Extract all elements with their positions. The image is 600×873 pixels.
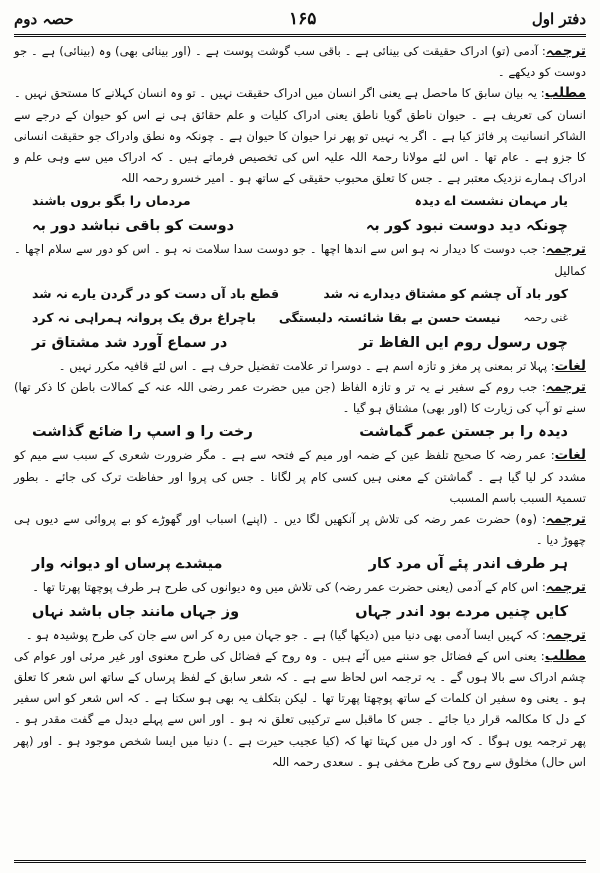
paragraph-label: ترجمہ (545, 579, 586, 596)
verse-first-hemistich: نیست حسن بے بقا شائستہ دلبستگی (278, 309, 501, 325)
paragraph (14, 509, 586, 551)
verse-first-hemistich: یار مہمان نشست اے دیدہ (414, 193, 568, 209)
paragraph (14, 646, 586, 773)
paragraph-text: : جب دوست کا دیدار نہ ہو اس سے اندھا اچھا ۔ جو دوست سدا سلامت نہ ہو ۔ اس کو دور سے سلام اچھا ۔ کمالیل (14, 242, 586, 278)
paragraph-text: : عمر رضہ کا صحیح تلفظ عین کے ضمہ اور میم کے فتحہ سے ہے ۔ مگر ضرورت شعری کے سبب سے میم کو مشدد کر لیا گیا ہے ۔ گماشتن کے معنی ہیں کسی کام پر لگانا ۔ جس کی پروا اور حفاظت ترک کی جائے ۔ بطور تسمیۃ السبب باسم المسبب (14, 448, 586, 505)
verse-first-hemistich: چونکہ دید دوست نبود کور بہ (365, 218, 568, 235)
verse-second-hemistich: در سماع آورد شد مشتاق تر (32, 334, 228, 351)
paragraph (14, 239, 586, 281)
header-left-title: حصہ دوم (14, 10, 74, 28)
paragraph (14, 625, 586, 646)
verse-first-hemistich: دیدہ را بر جستن عمر گماشت (359, 424, 568, 441)
verse-couplet (14, 599, 586, 625)
verse-second-hemistich: دوست کو باقی نباشد دور بہ (32, 218, 235, 235)
verse-couplet (14, 551, 586, 577)
paragraph-text: : اس کام کے آدمی (یعنی حضرت عمر رضہ) کی تلاش میں وہ دیوانوں کی طرح ہر طرف پوچھتا پھرتا تھا ۔ (32, 580, 546, 595)
paragraph-label: مطلب (544, 85, 586, 102)
verse-couplet (14, 282, 586, 306)
paragraph-label: ترجمہ (545, 626, 586, 643)
verse-couplet (14, 330, 586, 356)
verse-second-hemistich: وز جہاں مانند جاں باشد نہاں (32, 603, 240, 620)
paragraph-label: ترجمہ (545, 379, 586, 396)
verse-prefix: غنی رحمہ (523, 311, 568, 324)
verse-second-hemistich: باچراغ برق یک پروانہ ہمراہی نہ کرد (32, 309, 256, 325)
verse-second-hemistich: میشدے پرساں او دیوانہ وار (32, 556, 223, 573)
paragraph (14, 41, 586, 83)
paragraph-text: : پہلا تر بمعنی پر مغز و تازہ اسم ہے ۔ دوسرا تر علامت تفضیل حرف ہے ۔ اس لئے قافیہ مکرر نہیں ۔ (58, 358, 555, 373)
paragraph-text: : یعنی اس کے فضائل جو سننے میں آئے ہیں ۔ وہ روح کے فضائل کی طرح معنوی اور غیر مرئی اور عوام کی چشم ادراک سے بالا ہوں گے ۔ یہ ترجمہ اس لحاظ سے ہے ۔ کہ شعر سابق کے لفظ پرساں کے ساتھ اس شعر کا تعلق ہو ۔ یعنی وہ سفیر ان کلمات کے ساتھ پوچھتا پھرتا تھا ۔ لیکن بتکلف یہ بھی ہو سکتا ہے ۔ کہ اس شعر کو اس سفیر کے دل کا مکالمہ قرار دیا جائے ۔ جس کا ماقبل سے ترکیبی تعلق نہ ہو ۔ اور اس سے پہلے دیدل مے گفت مقدر ہو ۔ پھر ترجمہ یوں ہوگا ۔ کہ اور دل میں کہتا تھا کہ (کیا عجیب حیرت ہے ۔) دنیا میں ایسا شخص موجود ہو ۔ اور (پھر اس حال) مخلوق سے روح کی طرح مخفی ہو ۔ سعدی رحمہ اللہ (14, 648, 586, 769)
paragraph (14, 577, 586, 598)
verse-first-hemistich: چوں رسول روم ایں الفاظ تر (359, 334, 568, 351)
paragraph-label: مطلب (544, 647, 586, 664)
paragraph-label: لغات (554, 357, 586, 374)
paragraph (14, 83, 586, 189)
paragraph-text: : یہ بیان سابق کا ماحصل ہے یعنی اگر انسان میں ادراک حقیقت نہیں ۔ تو وہ انسان کہلانے کا مستحق نہیں ۔ انسان کی تعریف ہے ۔ حیوان ناطق گویا ناطق یعنی ادراک کلیات و علم حقائق ہی نے اس کو حیوان کے درجے سے الشاکر انسانیت پر فائز کیا ہے ۔ اگر یہ نہیں تو پھر نرا حیوان کا حیوان ہے ۔ چونکہ وہ نطق وادراک جو حقیقت انسانی کا جزو ہے ۔ عام تھا ۔ اس لئے مولانا رحمۃ اللہ علیہ اس کی تخصیص فرماتے ہیں ۔ کہ ادراک میں سے وہی علم و ادراک ہمارے نزدیک معتبر ہے ۔ جس کا تعلق محبوب حقیقی کے ساتھ ہو ۔ امیر خسرو رحمہ اللہ (14, 86, 586, 186)
paragraph (14, 377, 586, 419)
paragraph-label: ترجمہ (545, 43, 586, 59)
footer-rule (14, 860, 586, 863)
verse-first-hemistich: کور باد آں چشم کو مشتاق دیدارے نہ شد (323, 285, 568, 301)
paragraph-label: ترجمہ (545, 241, 586, 258)
header-rule (14, 34, 586, 37)
paragraph-label: ترجمہ (545, 511, 586, 528)
page-number: ۱۶۵ (288, 9, 317, 29)
page-body (14, 41, 586, 773)
paragraph-label: لغات (554, 447, 586, 464)
verse-second-hemistich: رخت را و اسپ را ضائع گذاشت (32, 424, 253, 441)
paragraph (14, 356, 586, 377)
verse-second-hemistich: قطع باد آں دست کو در گردن یارے نہ شد (32, 285, 280, 301)
verse-first-hemistich: کایں چنیں مردے بود اندر جہاں (355, 603, 568, 620)
paragraph-text: : جب روم کے سفیر نے یہ تر و تازہ الفاظ (جن میں حضرت عمر رضی اللہ عنہ کے کمالات باطن کا ذکر تھا) سنے تو آپ کی زیارت کا (اور بھی) مشتاق ہو گیا ۔ (14, 380, 586, 416)
verse-first-hemistich: ہر طرف اندر پئے آں مرد کار (368, 556, 568, 573)
paragraph-text: : آدمی (تو) ادراک حقیقت کی بینائی ہے ۔ باقی سب گوشت پوست ہے ۔ (اور بینائی بھی) وہ (بینائی) ہے ۔ جو دوست کو دیکھے ۔ (14, 44, 586, 80)
verse-couplet (14, 306, 586, 330)
paragraph (14, 445, 586, 509)
header-right-title: دفتر اول (531, 10, 586, 28)
paragraph-text: : کہ کہیں ایسا آدمی بھی دنیا میں (دیکھا گیا) ہے ۔ جو جہان میں رہ کر اس سے جان کی طرح پوشیدہ ہو ۔ (25, 627, 546, 642)
verse-couplet (14, 189, 586, 213)
verse-couplet (14, 213, 586, 239)
verse-couplet (14, 419, 586, 445)
page-header (14, 6, 586, 32)
paragraph-text: : (وہ) حضرت عمر رضہ کی تلاش پر آنکھیں لگا دیں ۔ (اپنے) اسباب اور گھوڑے کو بے پروائی سے دیوں ہی چھوڑ دیا ۔ (14, 512, 586, 548)
verse-second-hemistich: مردماں را بگو بروں باشند (32, 193, 191, 209)
